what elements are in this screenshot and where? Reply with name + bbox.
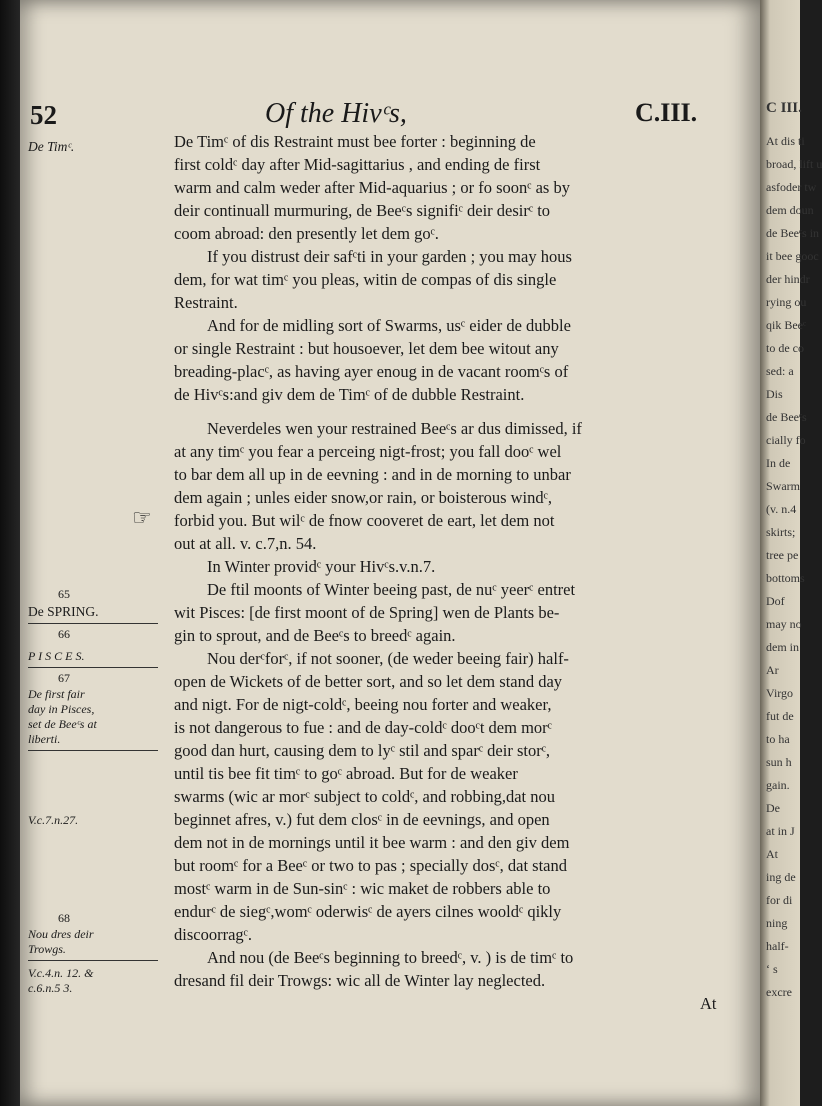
body-line: open de Wickets of de better sort, and so let dem stand day (174, 672, 563, 691)
facing-fragment: broad, lift u (766, 157, 822, 171)
facing-fragment: At dis ti (766, 134, 805, 148)
body-line: but roomᶜ for a Beeᶜ or two to pas ; specially dosᶜ, dat stand (174, 856, 568, 875)
body-line: gin to sprout, and de Beeᶜs to breedᶜ again. (174, 626, 456, 645)
body-line: and nigt. For de nigt-coldᶜ, beeing nou forter and weaker, (174, 695, 552, 714)
body-line: out at all. v. c.7,n. 54. (174, 534, 317, 553)
facing-fragment: cially fo (766, 433, 806, 447)
facing-fragment: de Beeᶜs (766, 410, 807, 424)
facing-fragment: bottoms (766, 571, 805, 585)
margin-rule (28, 623, 158, 624)
body-line: is not dangerous to fue : and de day-coldᶜ dooᶜt dem morᶜ (174, 718, 552, 737)
facing-fragment: half- (766, 939, 789, 953)
facing-fragment: Dof (766, 594, 785, 608)
body-line: deir continuall murmuring, de Beeᶜs signifiᶜ deir desirᶜ to (174, 201, 551, 220)
margin-note: De first fair (28, 687, 85, 701)
body-line: breading-placᶜ, as having ayer enoug in de vacant roomᶜs of (174, 362, 569, 381)
margin-rule (28, 667, 158, 668)
margin-note: 67 (58, 671, 70, 685)
body-line: dem, for wat timᶜ you pleas, witin de compas of dis single (174, 270, 557, 289)
margin-note: V.c.4.n. 12. & (28, 966, 94, 980)
facing-fragment: skirts; (766, 525, 796, 539)
body-line: good dan hurt, causing dem to lyᶜ stil and sparᶜ deir storᶜ, (174, 741, 551, 760)
facing-fragment: qik Beeᶜ (766, 318, 807, 332)
body-line: Nou derᶜforᶜ, if not sooner, (de weder beeing fair) half- (207, 649, 569, 668)
book-page (20, 0, 762, 1106)
body-line: And nou (de Beeᶜs beginning to breedᶜ, v. ) is de timᶜ to (207, 948, 574, 967)
facing-fragment: may no (766, 617, 802, 631)
facing-fragment: sun h (766, 755, 792, 769)
facing-fragment: tree pe (766, 548, 799, 562)
facing-fragment: dem doun (766, 203, 814, 217)
facing-page-edge (760, 0, 822, 1106)
margin-note: day in Pisces, (28, 702, 95, 716)
body-line: warm and calm weder after Mid-aquarius ; or fo soonᶜ as by (174, 178, 570, 197)
margin-note: P I S C E S. (28, 649, 85, 663)
facing-fragment: In de (766, 456, 791, 470)
margin-note: Trowgs. (28, 942, 66, 956)
body-line: De Timᶜ of dis Restraint must bee forter : beginning de (174, 132, 536, 151)
facing-fragment: asfoder tw (766, 180, 817, 194)
margin-note: 65 (58, 587, 70, 601)
body-line: In Winter providᶜ your Hivᶜs.v.n.7. (207, 557, 436, 576)
facing-fragment: for di (766, 893, 793, 907)
margin-note: c.6.n.5 3. (28, 981, 73, 995)
body-line: beginnet afres, v.) fut dem closᶜ in de eevnings, and open (174, 810, 550, 829)
facing-fragment: Ar (766, 663, 779, 677)
body-line: de Hivᶜs:and giv dem de Timᶜ of de dubble Restraint. (174, 385, 525, 404)
facing-fragment: de Beeᶜs in (766, 226, 820, 240)
margin-note: V.c.7.n.27. (28, 813, 79, 827)
body-line: dem not in de mornings until it bee warm : and den giv dem (174, 833, 570, 852)
body-line: dresand fil deir Trowgs: wic all de Winter lay neglected. (174, 971, 546, 990)
facing-fragment: dem in (766, 640, 799, 654)
body-line: first coldᶜ day after Mid-sagittarius , and ending de first (174, 155, 541, 174)
facing-fragment: ‘ s (766, 962, 778, 976)
body-line: wit Pisces: [de first moont of de Spring] wen de Plants be- (174, 603, 560, 622)
margin-note: liberti. (28, 732, 61, 746)
facing-fragment: C III. (766, 100, 802, 116)
facing-fragment: ing de (766, 870, 796, 884)
facing-fragment: to ha (766, 732, 790, 746)
facing-fragment: (v. n.4 (766, 502, 797, 516)
body-line: If you distrust deir safᶜti in your garden ; you may hous (207, 247, 572, 266)
facing-fragment: Virgo (766, 686, 794, 700)
body-line: mostᶜ warm in de Sun-sinᶜ : wic maket de robbers able to (174, 879, 551, 898)
body-line: Restraint. (174, 293, 238, 312)
body-line: coom abroad: den presently let dem goᶜ. (174, 224, 439, 243)
facing-fragment: At (766, 847, 778, 861)
body-line: De ftil moonts of Winter beeing past, de nuᶜ yeerᶜ entret (207, 580, 576, 599)
body-line: swarms (wic ar morᶜ subject to coldᶜ, and robbing,dat nou (174, 787, 555, 806)
facing-fragment: fut de (766, 709, 794, 723)
facing-fragment: der hindr (766, 272, 810, 286)
body-line: at any timᶜ you fear a perceing nigt-frost; you fall dooᶜ wel (174, 442, 562, 461)
margin-note: 66 (58, 627, 70, 641)
body-line: dem again ; unles eider snow,or rain, or boisterous windᶜ, (174, 488, 552, 507)
margin-note: set de Beeᶜs at (28, 717, 97, 731)
facing-fragment: excre (766, 985, 792, 999)
body-line: Neverdeles wen your restrained Beeᶜs ar dus dimissed, if (207, 419, 582, 438)
facing-fragment: it bee gooc (766, 249, 819, 263)
facing-fragment: Dis (766, 387, 783, 401)
body-line: discoorragᶜ. (174, 925, 252, 944)
margin-note: 68 (58, 911, 70, 925)
margin-rule (28, 960, 158, 961)
facing-fragment: Swarm (766, 479, 800, 493)
page-number: 52 (30, 100, 57, 130)
manicule-icon: ☞ (132, 505, 152, 530)
facing-fragment: ning (766, 916, 788, 930)
body-line: And for de midling sort of Swarms, usᶜ eider de dubble (207, 316, 571, 335)
catchword: At (700, 994, 717, 1013)
facing-fragment: rying ou (766, 295, 807, 309)
body-line: endurᶜ de siegᶜ,womᶜ oderwisᶜ de ayers cilnes wooldᶜ qikly (174, 902, 562, 921)
body-line: forbid you. But wilᶜ de fnow cooveret de eart, let dem not (174, 511, 555, 530)
margin-note: Nou dres deir (28, 927, 94, 941)
margin-rule (28, 750, 158, 751)
body-line: until tis bee fit timᶜ to goᶜ abroad. But for de weaker (174, 764, 518, 783)
facing-fragment: sed: a (766, 364, 794, 378)
running-title: Of the Hivᶜs, (265, 98, 407, 129)
margin-note: De SPRING. (28, 604, 99, 619)
chapter-label: C.III. (635, 98, 698, 127)
facing-fragment: to de co (766, 341, 804, 355)
margin-note: De Timᶜ. (28, 139, 75, 154)
body-line: to bar dem all up in de eevning : and in de morning to unbar (174, 465, 571, 484)
body-line: or single Restraint : but housoever, let dem bee witout any (174, 339, 559, 358)
facing-fragment: at in J (766, 824, 795, 838)
facing-fragment: De (766, 801, 780, 815)
facing-fragment: gain. (766, 778, 790, 792)
book-gutter (0, 0, 20, 1106)
